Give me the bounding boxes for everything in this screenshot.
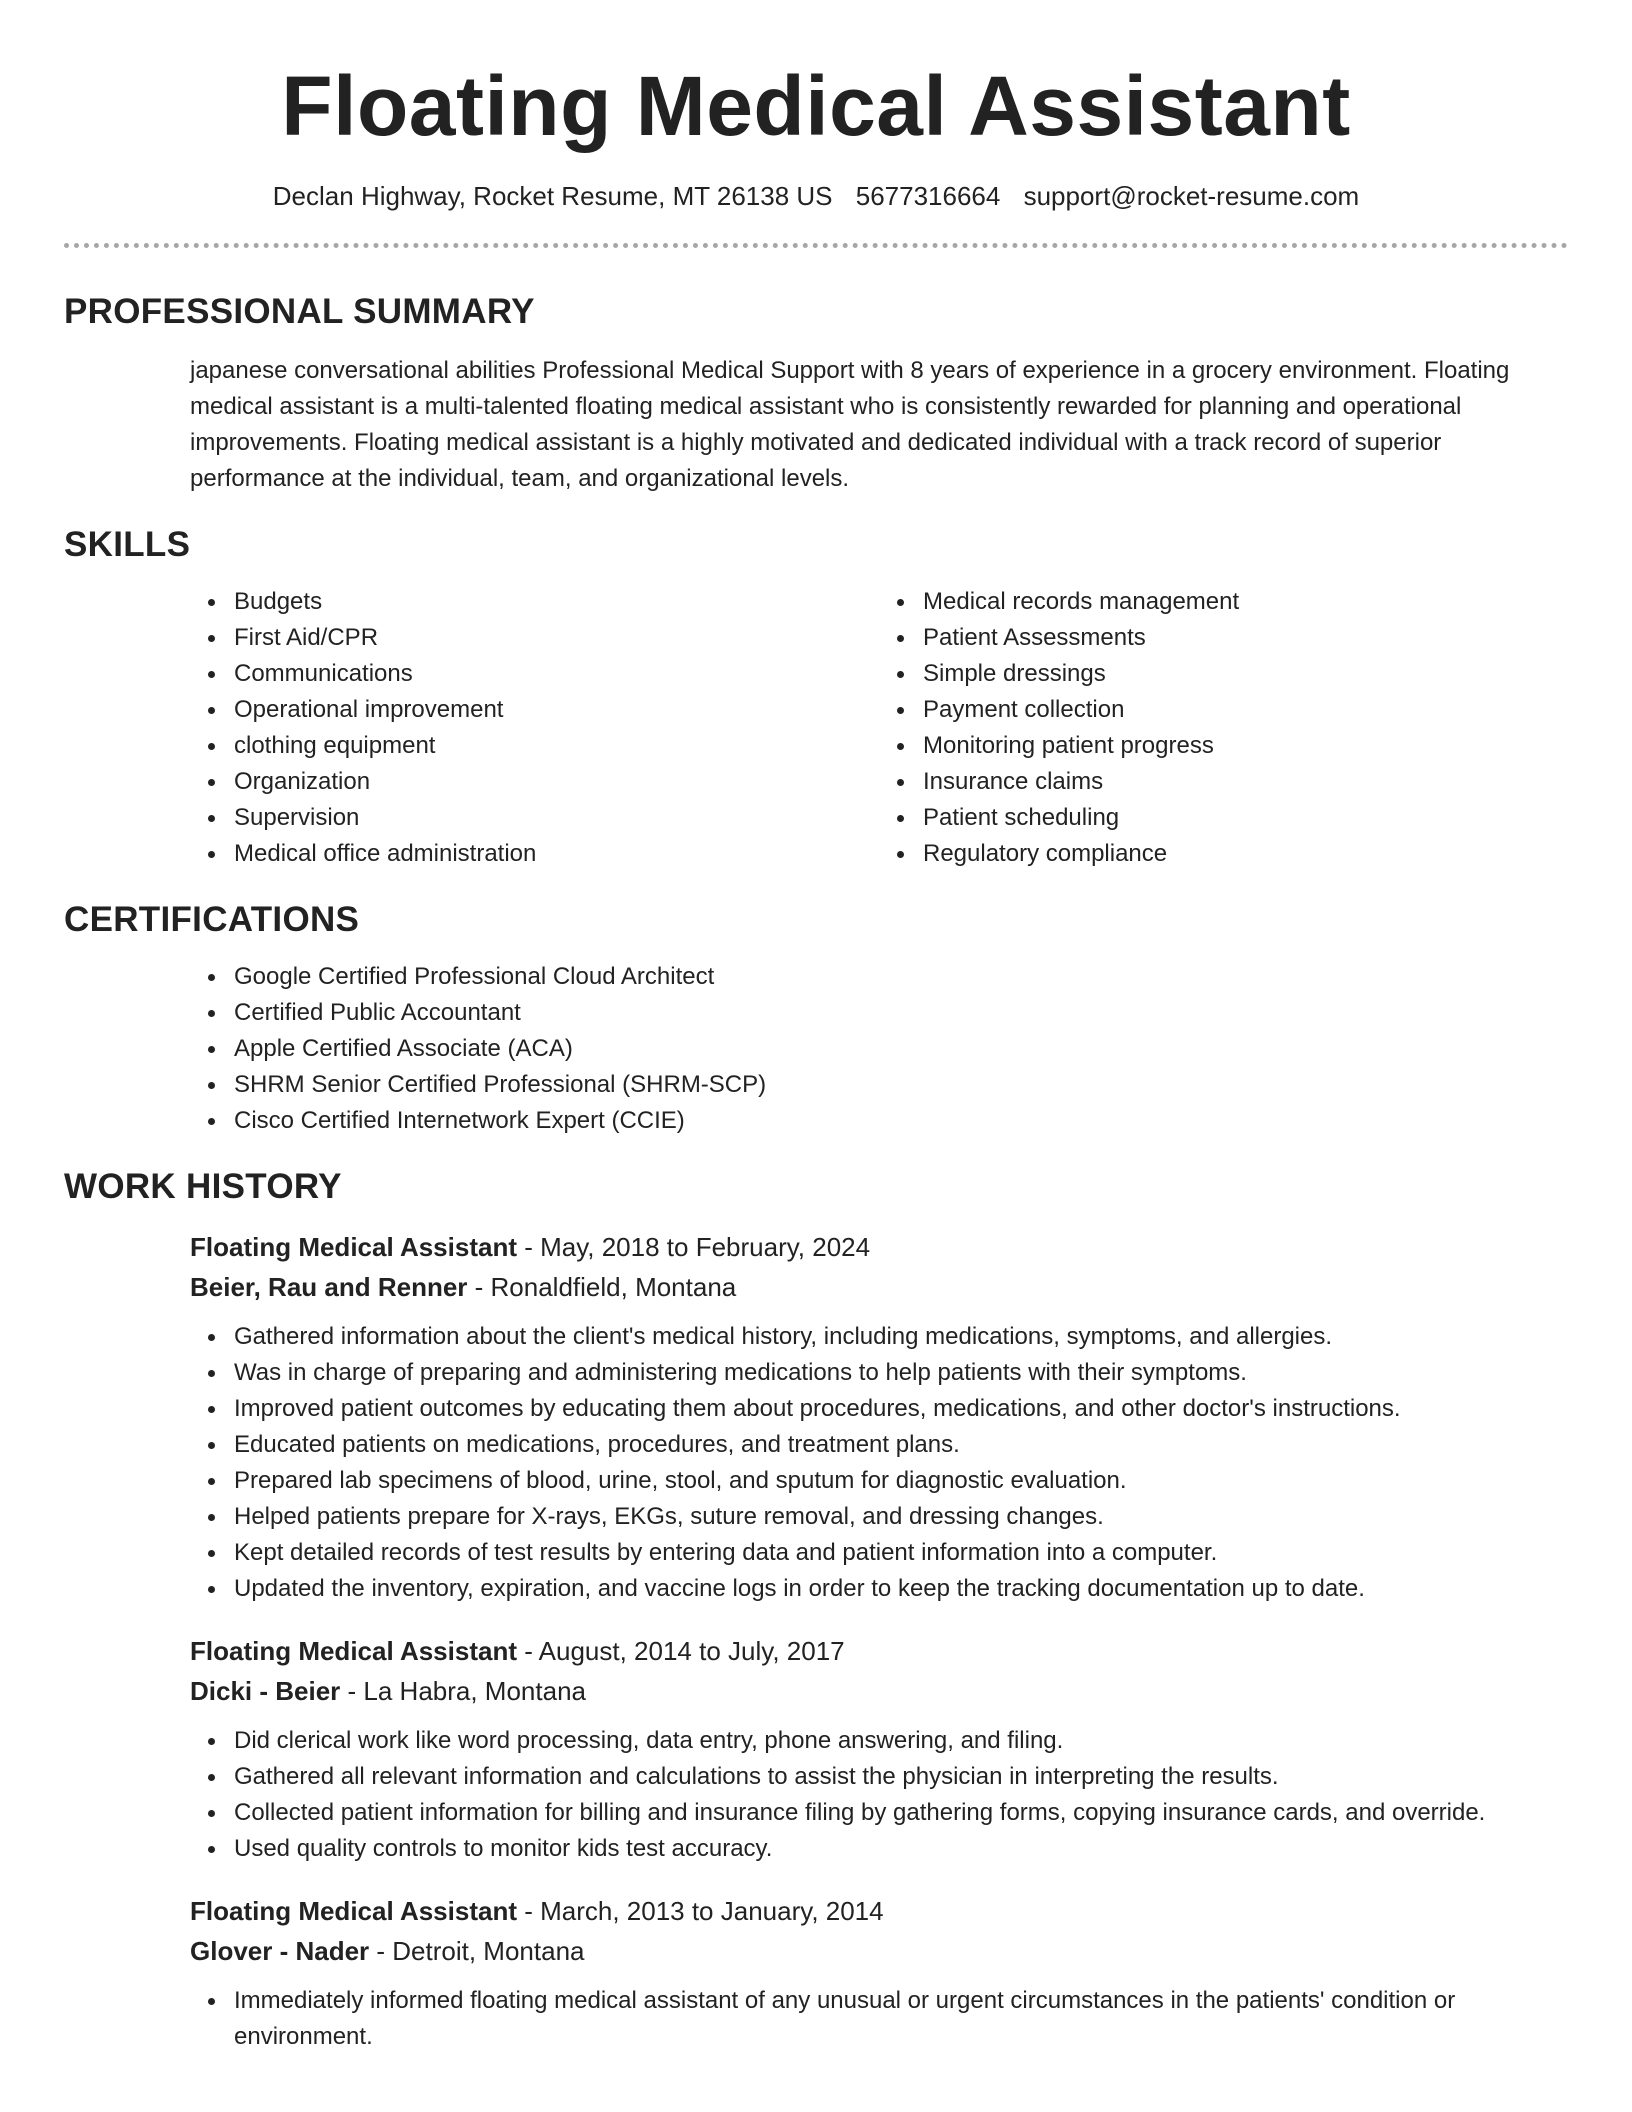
list-item: Helped patients prepare for X-rays, EKGs, suture removal, and dressing changes. [234,1499,1568,1535]
list-item: Medical office administration [234,836,879,872]
job-company: Beier, Rau and Renner [190,1272,468,1302]
skills-heading: SKILLS [64,525,191,564]
list-item: Medical records management [923,584,1568,620]
contact-address: Declan Highway, Rocket Resume, MT 26138 US [272,181,833,211]
list-item: Was in charge of preparing and administering medications to help patients with their symptoms. [234,1355,1568,1391]
contact-email: support@rocket-resume.com [1023,181,1360,211]
job-company-line [190,1267,1568,1307]
list-item: Cisco Certified Internetwork Expert (CCIE) [234,1103,1568,1139]
list-item: Insurance claims [923,764,1568,800]
summary-heading: PROFESSIONAL SUMMARY [64,292,535,331]
candidate-name: Floating Medical Assistant [281,59,1351,153]
list-item: Gathered all relevant information and calculations to assist the physician in interpreting the results. [234,1759,1568,1795]
skills-column-right [879,584,1568,872]
job-duties-list [190,1723,1568,1867]
summary-section [190,353,1568,497]
list-item: First Aid/CPR [234,620,879,656]
certifications-list [190,959,1568,1139]
list-item: Simple dressings [923,656,1568,692]
certifications-heading: CERTIFICATIONS [64,900,360,939]
job-location: - Detroit, Montana [369,1936,585,1966]
job-duties-list [190,1319,1568,1607]
list-item: Certified Public Accountant [234,995,1568,1031]
list-item: Did clerical work like word processing, data entry, phone answering, and filing. [234,1723,1568,1759]
list-item: Kept detailed records of test results by entering data and patient information into a computer. [234,1535,1568,1571]
resume-page [64,0,1568,2055]
certifications-section [190,959,1568,1139]
job-company: Glover - Nader [190,1936,370,1966]
job-entry [190,1631,1568,1867]
job-entry [190,1227,1568,1607]
job-dates: - March, 2013 to January, 2014 [516,1896,884,1926]
list-item: Organization [234,764,879,800]
job-company-line [190,1931,1568,1971]
job-location: - Ronaldfield, Montana [467,1272,737,1302]
summary-text: japanese conversational abilities Professional Medical Support with 8 years of experience in a grocery environment. Floating medical assistant is a multi-talented floating medical assistant who is consistently rewarded for planning and operational improvements. Floating medical assistant is a highly motivated and dedicated individual with a track record of superior performance at the individual, team, and organizational levels. [190,357,1510,492]
contact-line [64,180,1568,212]
list-item: SHRM Senior Certified Professional (SHRM-SCP) [234,1067,1568,1103]
job-location: - La Habra, Montana [340,1676,586,1706]
job-entry [190,1891,1568,2055]
list-item: Collected patient information for billing and insurance filing by gathering forms, copying insurance cards, and override. [234,1795,1568,1831]
list-item: Google Certified Professional Cloud Architect [234,959,1568,995]
job-title-line [190,1891,1568,1931]
job-dates: - August, 2014 to July, 2017 [516,1636,845,1666]
job-title-line [190,1631,1568,1671]
list-item: Patient scheduling [923,800,1568,836]
header-divider [64,243,1568,248]
job-company: Dicki - Beier [190,1676,341,1706]
skills-column-left [190,584,879,872]
list-item: Apple Certified Associate (ACA) [234,1031,1568,1067]
list-item: Regulatory compliance [923,836,1568,872]
job-dates: - May, 2018 to February, 2024 [516,1232,871,1262]
list-item: Supervision [234,800,879,836]
job-title-line [190,1227,1568,1267]
list-item: Monitoring patient progress [923,728,1568,764]
list-item: Communications [234,656,879,692]
list-item: Gathered information about the client's medical history, including medications, symptoms, and allergies. [234,1319,1568,1355]
list-item: Patient Assessments [923,620,1568,656]
list-item: Prepared lab specimens of blood, urine, stool, and sputum for diagnostic evaluation. [234,1463,1568,1499]
list-item: Used quality controls to monitor kids test accuracy. [234,1831,1568,1867]
list-item: Educated patients on medications, procedures, and treatment plans. [234,1427,1568,1463]
list-item: Operational improvement [234,692,879,728]
job-role: Floating Medical Assistant [190,1636,517,1666]
job-company-line [190,1671,1568,1711]
list-item: Payment collection [923,692,1568,728]
list-item: clothing equipment [234,728,879,764]
job-duties-list [190,1983,1568,2055]
list-item: Immediately informed floating medical assistant of any unusual or urgent circumstances in the patients' condition or environment. [234,1983,1568,2055]
skills-list [190,584,1568,872]
contact-phone: 5677316664 [855,181,1001,211]
list-item: Budgets [234,584,879,620]
job-role: Floating Medical Assistant [190,1896,517,1926]
work-history-heading: WORK HISTORY [64,1167,342,1206]
list-item: Updated the inventory, expiration, and vaccine logs in order to keep the tracking documentation up to date. [234,1571,1568,1607]
job-role: Floating Medical Assistant [190,1232,517,1262]
list-item: Improved patient outcomes by educating them about procedures, medications, and other doctor's instructions. [234,1391,1568,1427]
